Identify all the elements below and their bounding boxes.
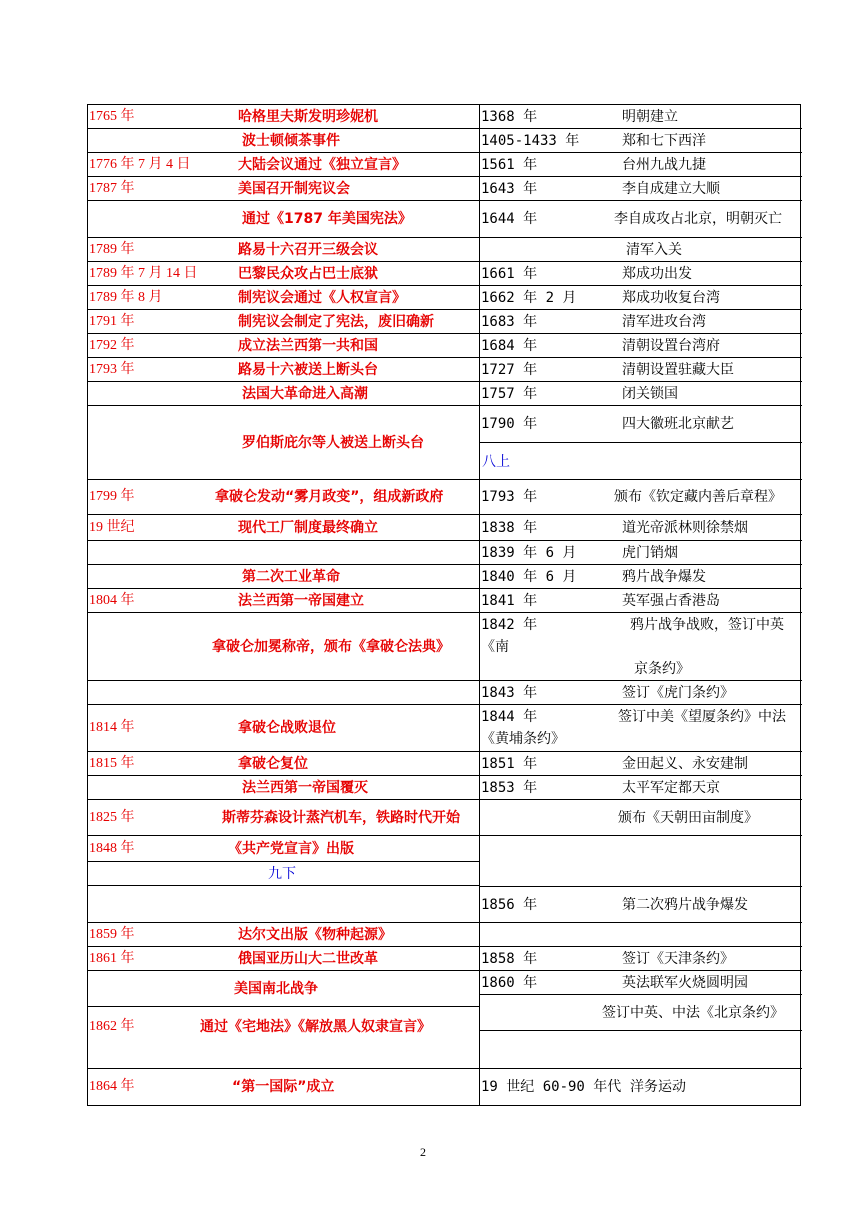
date-cell: 1757 年: [481, 386, 538, 402]
table-row: [480, 480, 802, 515]
table-row: [480, 286, 802, 310]
event-cell: 巴黎民众攻占巴士底狱: [238, 266, 378, 282]
date-cell: 1776 年 7 月 4 日: [89, 157, 191, 172]
table-row: [88, 836, 479, 862]
table-row: [88, 862, 479, 886]
table-row: [88, 681, 479, 705]
date-cell: 19 世纪 60-90 年代: [481, 1079, 622, 1095]
event-cell: 拿破仑战败退位: [238, 720, 336, 736]
table-row: [88, 971, 479, 1007]
event-cell: 第二次鸦片战争爆发: [622, 897, 748, 913]
date-cell: 1843 年: [481, 685, 538, 701]
table-row: [480, 541, 802, 565]
event-cell: 签订中美《望厦条约》中法: [618, 709, 786, 725]
table-row: [88, 105, 479, 129]
table-row: [480, 515, 802, 541]
table-row: [88, 1007, 479, 1069]
table-row: [88, 947, 479, 971]
event-cell: 法国大革命进入高潮: [242, 386, 368, 402]
event-cell: 路易十六被送上断头台: [238, 362, 378, 378]
table-row: [88, 177, 479, 201]
table-row: [480, 800, 802, 836]
event-cell: 成立法兰西第一共和国: [238, 338, 378, 354]
date-cell: 1842 年: [481, 617, 538, 633]
date-cell: 1859 年: [89, 927, 135, 942]
event-cell: 李自成建立大顺: [622, 181, 720, 197]
table-row: [88, 201, 479, 238]
date-cell: 1804 年: [89, 593, 135, 608]
event-cell: 拿破仑加冕称帝，颁布《拿破仑法典》: [212, 639, 450, 655]
table-row: [88, 776, 479, 800]
table-row: [480, 565, 802, 589]
date-cell: 1841 年: [481, 593, 538, 609]
event-cell: 路易十六召开三级会议: [238, 242, 378, 258]
event-cell: 通过《宅地法》《解放黑人奴隶宣言》: [200, 1019, 431, 1035]
event-cell: 斯蒂芬森设计蒸汽机车，铁路时代开始: [222, 810, 460, 826]
table-row: [88, 541, 479, 565]
event-cell: 颁布《钦定藏内善后章程》: [614, 489, 782, 505]
date-cell: 1561 年: [481, 157, 538, 173]
date-cell: 1839 年 6 月: [481, 545, 577, 561]
table-row: [88, 382, 479, 406]
table-row: [480, 262, 802, 286]
date-cell: 1683 年: [481, 314, 538, 330]
event-cell: 洋务运动: [630, 1079, 686, 1095]
event-cell: 闭关锁国: [622, 386, 678, 402]
date-cell: 1856 年: [481, 897, 538, 913]
date-cell: 1838 年: [481, 520, 538, 536]
table-row: [88, 589, 479, 613]
table-row: [480, 177, 802, 201]
event-cell: 制宪议会制定了宪法，废旧确新: [238, 314, 434, 330]
event-cell: 郑和七下西洋: [622, 133, 706, 149]
date-cell: 1789 年 8 月: [89, 290, 163, 305]
event-cell: 英军强占香港岛: [622, 593, 720, 609]
event-cell: 道光帝派林则徐禁烟: [622, 520, 748, 536]
event-continuation: 《南: [481, 639, 509, 655]
table-row: [480, 947, 802, 971]
event-cell: 美国南北战争: [234, 981, 318, 997]
table-row: [480, 201, 802, 238]
table-row: [480, 153, 802, 177]
table-row: [88, 406, 479, 480]
event-cell: 签订《天津条约》: [622, 951, 734, 967]
table-row: [88, 515, 479, 541]
table-row: [480, 752, 802, 776]
date-cell: 1790 年: [481, 416, 538, 432]
table-row: [480, 334, 802, 358]
event-cell: 四大徽班北京献艺: [622, 416, 734, 432]
date-cell: 1662 年 2 月: [481, 290, 577, 306]
event-cell: 法兰西第一帝国建立: [238, 593, 364, 609]
date-cell: 1853 年: [481, 780, 538, 796]
table-row: [480, 129, 802, 153]
table-row: [88, 238, 479, 262]
event-cell: 通过《1787 年美国宪法》: [242, 211, 412, 227]
timeline-table: [87, 104, 801, 1106]
world-history-column: [88, 105, 460, 1105]
event-cell: 郑成功出发: [622, 266, 692, 282]
table-row: [480, 995, 802, 1031]
table-row: [88, 752, 479, 776]
table-row: [480, 1031, 802, 1069]
table-row: [88, 262, 479, 286]
date-cell: 1789 年 7 月 14 日: [89, 266, 198, 281]
event-cell: 制宪议会通过《人权宣言》: [238, 290, 406, 306]
table-row: [480, 613, 802, 681]
date-cell: 1844 年: [481, 709, 538, 725]
event-cell: 俄国亚历山大二世改革: [238, 951, 378, 967]
table-row: [480, 887, 802, 923]
event-cell: 明朝建立: [622, 109, 678, 125]
table-row: [88, 334, 479, 358]
date-cell: 1793 年: [481, 489, 538, 505]
date-cell: 1405-1433 年: [481, 133, 580, 149]
date-cell: 1644 年: [481, 211, 538, 227]
event-cell: 签订中英、中法《北京条约》: [602, 1005, 784, 1021]
event-cell: 现代工厂制度最终确立: [238, 520, 378, 536]
event-cell: 哈格里夫斯发明珍妮机: [238, 109, 378, 125]
date-cell: 1860 年: [481, 975, 538, 991]
event-cell: 法兰西第一帝国覆灭: [242, 780, 368, 796]
table-row: [480, 238, 802, 262]
table-row: [88, 129, 479, 153]
date-cell: 1799 年: [89, 489, 135, 504]
event-cell: 美国召开制宪议会: [238, 181, 350, 197]
table-row: [480, 776, 802, 800]
event-cell: 虎门销烟: [622, 545, 678, 561]
date-cell: 1368 年: [481, 109, 538, 125]
table-row: [88, 613, 479, 681]
table-row: [88, 480, 479, 515]
table-row: [480, 382, 802, 406]
date-cell: 1851 年: [481, 756, 538, 772]
table-row: [480, 705, 802, 752]
table-row: [480, 310, 802, 334]
event-cell: 拿破仑复位: [238, 756, 308, 772]
page-number: 2: [420, 1145, 426, 1159]
table-row: [88, 310, 479, 334]
event-cell: 金田起义、永安建制: [622, 756, 748, 772]
event-cell: 罗伯斯庇尔等人被送上断头台: [242, 435, 424, 451]
event-cell: 清朝设置台湾府: [622, 338, 720, 354]
event-cell: 第二次工业革命: [242, 569, 340, 585]
date-cell: 1825 年: [89, 810, 135, 825]
date-cell: 1661 年: [481, 266, 538, 282]
event-cell: 台州九战九捷: [622, 157, 706, 173]
date-cell: 19 世纪: [89, 520, 135, 535]
grade-tag: 八上: [482, 454, 510, 470]
date-cell: 1862 年: [89, 1019, 135, 1034]
table-row: [88, 1069, 479, 1107]
table-row: [88, 358, 479, 382]
date-cell: 1791 年: [89, 314, 135, 329]
date-cell: 1814 年: [89, 720, 135, 735]
event-cell: 清军进攻台湾: [622, 314, 706, 330]
table-row: [480, 971, 802, 995]
date-cell: 1792 年: [89, 338, 135, 353]
event-cell: 太平军定都天京: [622, 780, 720, 796]
table-row: [480, 105, 802, 129]
table-row: [88, 565, 479, 589]
date-cell: 1684 年: [481, 338, 538, 354]
date-cell: 1815 年: [89, 756, 135, 771]
date-cell: 1861 年: [89, 951, 135, 966]
event-continuation: 《黄埔条约》: [481, 731, 565, 747]
event-cell: 郑成功收复台湾: [622, 290, 720, 306]
table-row: [480, 406, 802, 443]
date-cell: 1643 年: [481, 181, 538, 197]
table-row: [480, 681, 802, 705]
event-cell: 波士顿倾茶事件: [242, 133, 340, 149]
date-cell: 1727 年: [481, 362, 538, 378]
event-cell: 大陆会议通过《独立宣言》: [238, 157, 406, 173]
event-cell: “第一国际”成立: [232, 1079, 335, 1095]
table-row: [88, 886, 479, 923]
table-row: [480, 443, 802, 480]
date-cell: 1787 年: [89, 181, 135, 196]
table-row: [480, 589, 802, 613]
table-row: [88, 800, 479, 836]
event-cell: 达尔文出版《物种起源》: [238, 927, 392, 943]
event-cell: 《共产党宣言》出版: [228, 841, 354, 857]
event-cell: 李自成攻占北京，明朝灭亡: [614, 211, 782, 227]
table-row: [480, 358, 802, 382]
event-cell: 颁布《天朝田亩制度》: [618, 810, 758, 826]
date-cell: 1789 年: [89, 242, 135, 257]
date-cell: 1858 年: [481, 951, 538, 967]
table-row: [88, 153, 479, 177]
event-cell: 清朝设置驻藏大臣: [622, 362, 734, 378]
date-cell: 1793 年: [89, 362, 135, 377]
event-cell: 拿破仑发动“雾月政变”，组成新政府: [215, 489, 444, 505]
event-cell: 鸦片战争战败，签订中英: [630, 617, 784, 633]
event-cell: 鸦片战争爆发: [622, 569, 706, 585]
event-cell: 英法联军火烧圆明园: [622, 975, 748, 991]
date-cell: 1840 年 6 月: [481, 569, 577, 585]
event-cell: 清军入关: [626, 242, 682, 258]
date-cell: 1765 年: [89, 109, 135, 124]
event-cell: 签订《虎门条约》: [622, 685, 734, 701]
table-row: [88, 705, 479, 752]
date-cell: 1848 年: [89, 841, 135, 856]
chinese-history-column: [479, 105, 802, 1105]
table-row: [480, 1069, 802, 1107]
date-cell: 1864 年: [89, 1079, 135, 1094]
grade-tag: 九下: [268, 866, 296, 882]
table-row: [88, 923, 479, 947]
event-continuation: 京条约》: [634, 661, 690, 677]
table-row: [88, 286, 479, 310]
table-row: [480, 923, 802, 947]
table-row: [480, 836, 802, 887]
